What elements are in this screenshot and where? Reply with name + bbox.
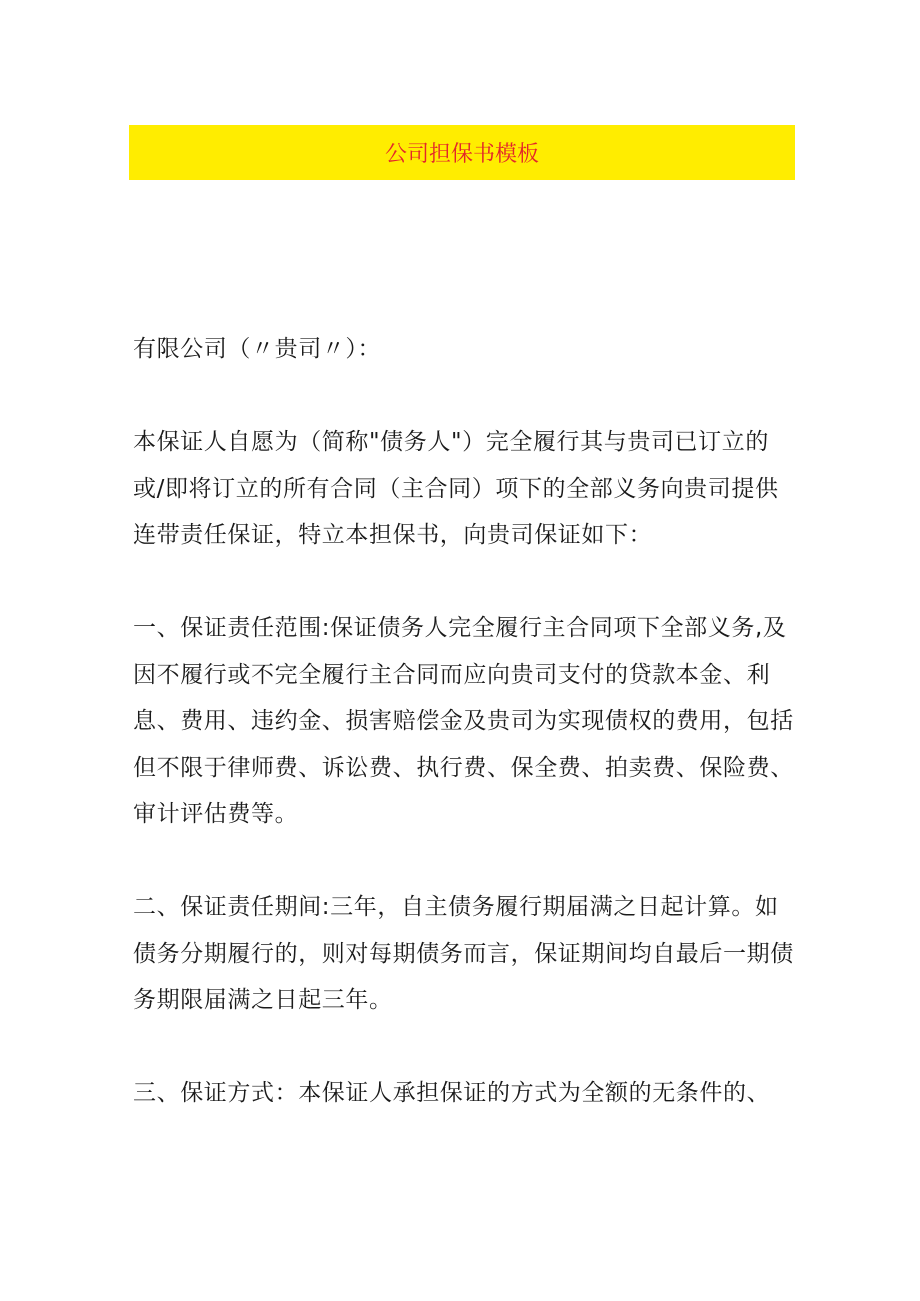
paragraph-gap — [133, 373, 797, 420]
clause-3-method: 三、保证方式：本保证人承担保证的方式为全额的无条件的、 — [133, 1080, 771, 1106]
clause-1-scope: 一、保证责任范围:保证债务人完全履行主合同项下全部义务,及因不履行或不完全履行主合同而应向贵司支付的贷款本金、利息、费用、违约金、损害赔偿金及贵司为实现债权的费用，包括但不限于律师费、诉讼费、执行费、保全费、拍卖费、保险费、审计评估费等。 — [133, 615, 794, 827]
document-title: 公司担保书模板 — [384, 142, 539, 167]
intro-paragraph: 本保证人自愿为（简称"债务人"）完全履行其与贵司已订立的或/即将订立的所有合同（主合同）项下的全部义务向贵司提供连带责任保证，特立本担保书，向贵司保证如下： — [133, 429, 779, 548]
clause-2-period: 二、保证责任期间:三年，自主债务履行期届满之日起计算。如债务分期履行的，则对每期债务而言，保证期间均自最后一期债务期限届满之日起三年。 — [133, 894, 794, 1013]
title-banner — [129, 125, 795, 180]
paragraph-gap — [133, 559, 797, 606]
salutation: 有限公司（〃贵司〃）： — [133, 336, 382, 362]
document-body — [133, 326, 797, 1117]
paragraph-gap — [133, 838, 797, 885]
paragraph-gap — [133, 1024, 797, 1071]
